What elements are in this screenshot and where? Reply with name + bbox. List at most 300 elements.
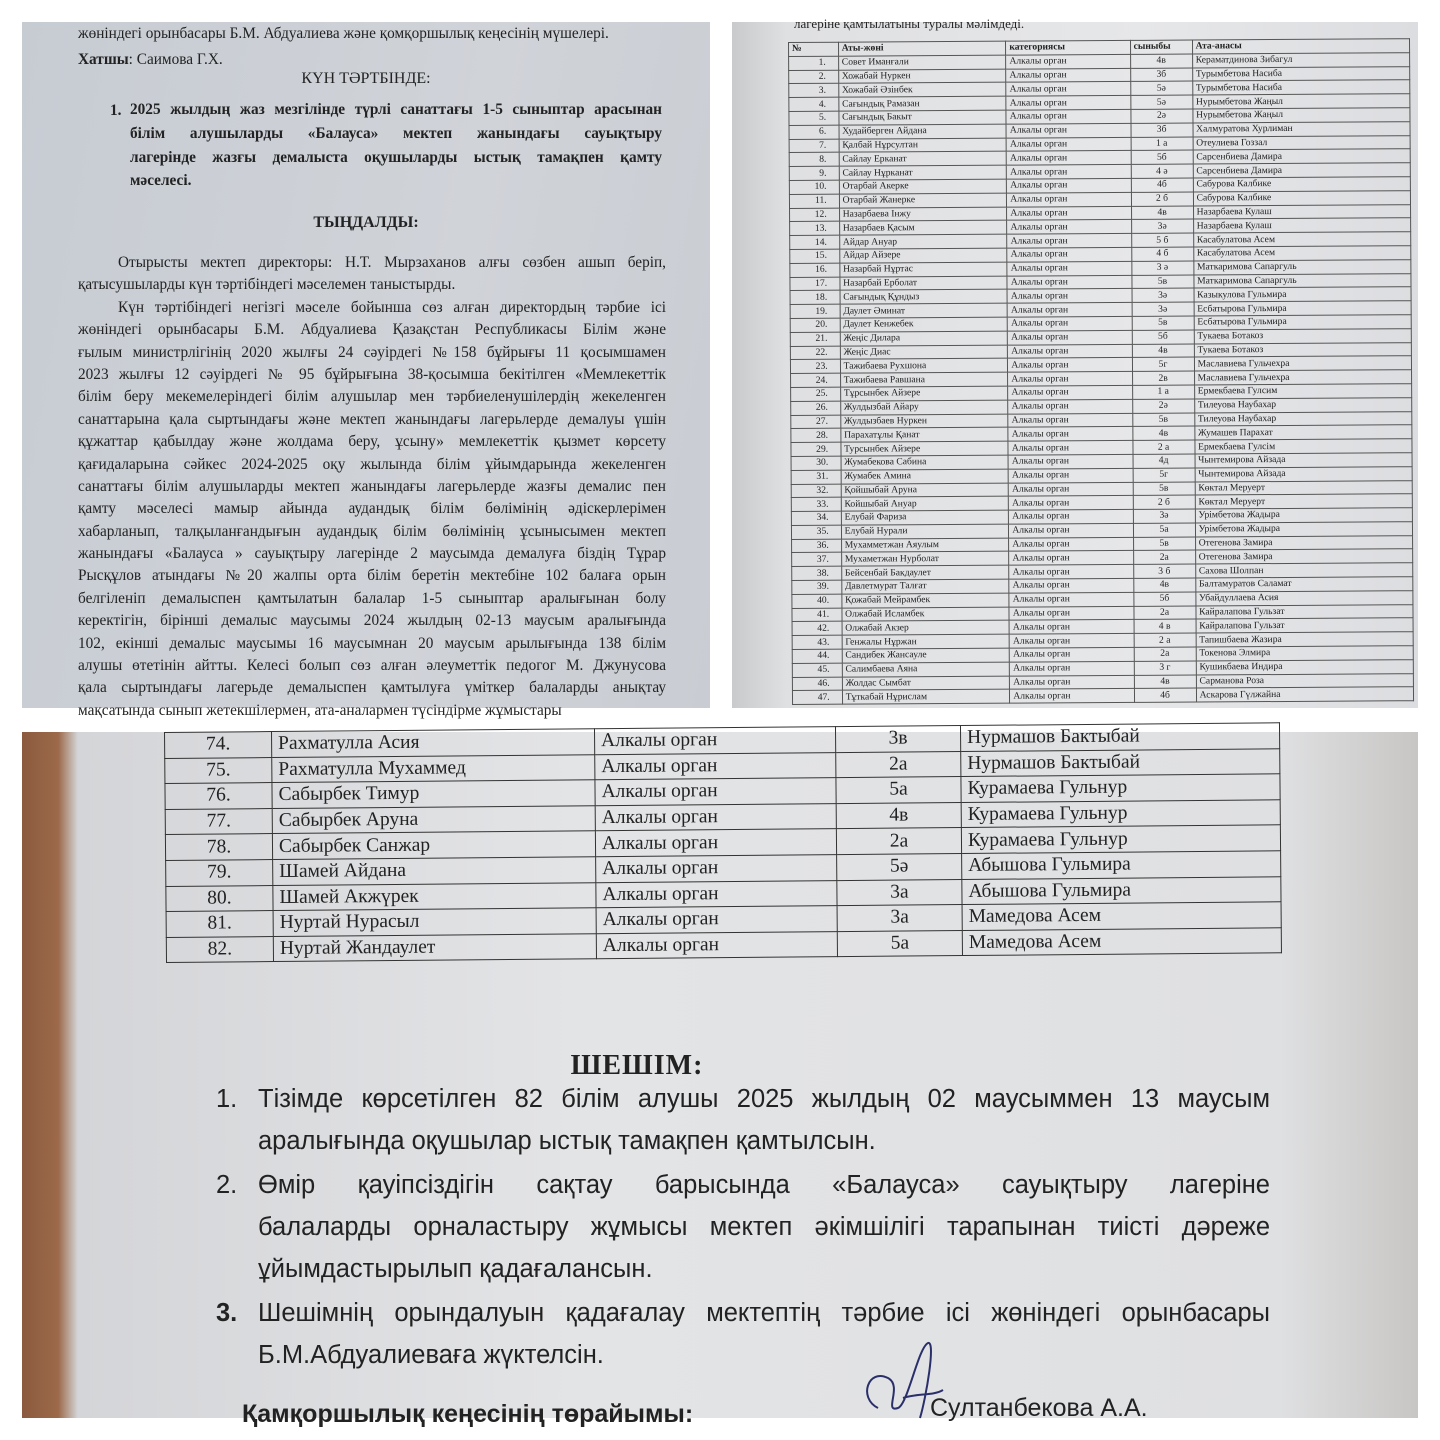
row-number: 26.	[791, 401, 841, 415]
class: 3в	[835, 726, 960, 753]
row-number: 35.	[791, 525, 841, 539]
student-name: Жумабек Амина	[841, 469, 1009, 484]
protocol-page-left	[22, 22, 710, 719]
class: 4в	[1130, 54, 1192, 68]
row-number: 18.	[790, 291, 840, 305]
parent-name: Маткаримова Сапаргуль	[1194, 273, 1411, 288]
body-line: 102, екінші демалыс маусымы 16 маусымнан 20 маусым арылығында 138 білім	[78, 634, 666, 652]
class: 1 а	[1131, 137, 1193, 151]
row-number: 76.	[165, 783, 272, 810]
row-number: 20.	[790, 318, 840, 332]
category: Алкалы орган	[594, 727, 835, 755]
parent-name: Маславиева Гульчехра	[1194, 370, 1411, 385]
student-name: Шамей Акжүрек	[273, 882, 596, 910]
category: Алкалы орган	[1009, 606, 1133, 621]
parent-name: Нурмашов Бактыбай	[960, 723, 1279, 751]
student-name: Хожабай Нуркен	[838, 69, 1006, 84]
class: 5г	[1132, 357, 1194, 371]
student-name: Парахатұлы Қанат	[841, 427, 1009, 442]
row-number: 24.	[791, 373, 841, 387]
category: Алкалы орган	[1007, 206, 1131, 221]
row-number: 10.	[789, 180, 839, 194]
class: 3а	[837, 905, 962, 932]
parent-name: Абышова Гульмира	[962, 851, 1281, 879]
row-number: 14.	[790, 235, 840, 249]
category: Алкалы орган	[596, 855, 837, 883]
class: 5в	[1133, 537, 1195, 551]
row-number: 12.	[790, 208, 840, 222]
student-name: Отарбай Жанерке	[839, 193, 1007, 208]
agenda-item	[130, 98, 662, 193]
category: Алкалы орган	[1009, 509, 1133, 524]
class: 5г	[1133, 468, 1195, 482]
row-number: 79.	[166, 860, 273, 887]
student-name: Салимбаева Аяна	[842, 662, 1010, 677]
student-name: Сабырбек Тимур	[272, 780, 595, 808]
category: Алкалы орган	[1006, 82, 1130, 97]
category: Алкалы орган	[1009, 537, 1133, 552]
decision-text	[258, 1078, 1270, 1162]
body-text	[78, 252, 666, 722]
class: 5а	[837, 930, 962, 957]
student-name: Нуртай Жандаулет	[273, 933, 596, 961]
student-table	[788, 38, 1414, 705]
parent-name: Отегенова Замира	[1195, 549, 1412, 564]
parent-name: Есбатырова Гульмира	[1194, 315, 1411, 330]
student-name: Бейсенбай Бакдаулет	[841, 565, 1009, 580]
parent-name: Нурымбетова Жаңыл	[1193, 108, 1410, 123]
class: 4в	[1132, 344, 1194, 358]
decision-line: Өмір қауіпсіздігін сақтау барысында «Балауса» сауықтыру лагеріне	[258, 1171, 1270, 1199]
row-number: 82.	[166, 936, 273, 963]
row-number: 41.	[792, 608, 842, 622]
column-header: категориясы	[1006, 40, 1130, 55]
class: 3 ә	[1131, 261, 1193, 275]
category: Алкалы орган	[1008, 330, 1132, 345]
student-name: Қожабай Мейрамбек	[842, 593, 1010, 608]
category: Алкалы орган	[1007, 192, 1131, 207]
class: 2 а	[1134, 633, 1196, 647]
body-line: алушы өтетінін айтты. Келесі болып сөз алған әлеуметтік педогог М. Джунусова	[78, 657, 666, 675]
agenda-line: 2025 жылдың жаз мезгілінде түрлі санаттағы 1-5 сыныптар арасынан	[130, 101, 662, 118]
category: Алкалы орган	[1006, 137, 1130, 152]
column-header: №	[789, 42, 839, 56]
column-header: сыныбы	[1130, 40, 1192, 54]
row-number: 33.	[791, 497, 841, 511]
student-name: Қойшыбай Аруна	[841, 483, 1009, 498]
class: 4б	[1131, 178, 1193, 192]
parent-name: Абышова Гульмира	[962, 876, 1281, 904]
row-number: 19.	[790, 304, 840, 318]
student-list-page	[732, 16, 1418, 708]
student-name: Койшыбай Ануар	[841, 496, 1009, 511]
row-number: 23.	[790, 360, 840, 374]
category: Алкалы орган	[1010, 675, 1134, 690]
category: Алкалы орган	[1009, 565, 1133, 580]
class: 5б	[1131, 150, 1193, 164]
student-name: Мухамметжан Аяулым	[841, 538, 1009, 553]
student-name: Олжабай Исламбек	[842, 607, 1010, 622]
row-number: 31.	[791, 470, 841, 484]
row-number: 21.	[790, 332, 840, 346]
student-name: Жулдызбаев Нуркен	[840, 414, 1008, 429]
category: Алкалы орган	[1010, 647, 1134, 662]
class: 4д	[1133, 454, 1195, 468]
body-line: мақсатында сынып жетекшілермен, ата-аналармен түсіндірме жұмыстары	[78, 701, 562, 719]
parent-name: Сарманова Роза	[1196, 673, 1413, 688]
class: 2а	[1133, 606, 1195, 620]
decision-page	[22, 725, 1418, 1428]
category: Алкалы орган	[1007, 261, 1131, 276]
category: Алкалы орган	[1009, 551, 1133, 566]
category: Алкалы орган	[1009, 620, 1133, 635]
row-number: 13.	[790, 222, 840, 236]
student-name: Жеңіс Диас	[840, 345, 1008, 360]
category: Алкалы орган	[1010, 689, 1134, 704]
decision-line: Шешімнің орындалуын қадағалау мектептің тәрбие ісі жөніндегі орынбасары	[258, 1299, 1270, 1327]
parent-name: Сахова Шолпан	[1195, 563, 1412, 578]
category: Алкалы орган	[1008, 441, 1132, 456]
row-number: 38.	[792, 566, 842, 580]
category: Алкалы орган	[1006, 123, 1130, 138]
class: 5 б	[1131, 233, 1193, 247]
agenda-heading: КҮН ТӘРТБІНДЕ:	[301, 70, 431, 87]
row-number: 1.	[789, 56, 839, 70]
student-name: Рахматулла Асия	[272, 729, 595, 757]
row-number: 81.	[166, 911, 273, 938]
class: 2в	[1132, 371, 1194, 385]
category: Алкалы орган	[1007, 151, 1131, 166]
parent-name: Тилеуова Наубахар	[1194, 397, 1411, 412]
class: 2 б	[1133, 495, 1195, 509]
category: Алкалы орган	[1009, 592, 1133, 607]
decision-line: ұйымдастырылып қадағалансын.	[258, 1255, 653, 1283]
decision-line: Тізімде көрсетілген 82 білім алушы 2025 жылдың 02 маусыммен 13 маусым	[258, 1085, 1270, 1113]
parent-name: Урімбетова Жадыра	[1195, 522, 1412, 537]
table-row	[792, 687, 1413, 705]
class: 2 б	[1131, 192, 1193, 206]
row-number: 25.	[791, 387, 841, 401]
body-line: ғылым министрлігінің 2020 жылғы 24 сәуірдегі №158 бұйрығы 11 қосымшамен	[78, 343, 666, 361]
student-name: Сабырбек Санжар	[272, 831, 595, 859]
parent-name: Кайралапова Гульзат	[1196, 618, 1413, 633]
parent-name: Мамедова Асем	[962, 902, 1281, 930]
row-number: 8.	[789, 153, 839, 167]
student-name: Тұткабай Нұрислам	[842, 690, 1010, 705]
body-line: қатысушыларды күн тәртібіндегі мәселемен таныстырды.	[78, 276, 456, 294]
body-line: керектігін, бірінші демалыс маусымы 2024 жылдың 02-13 маусым аралығында	[78, 612, 666, 630]
parent-name: Жумашев Парахат	[1194, 425, 1411, 440]
student-name: Тажибаева Равшана	[840, 372, 1008, 387]
student-name: Қалбай Нұрсултан	[839, 138, 1007, 153]
row-number: 36.	[792, 539, 842, 553]
class: 5б	[1133, 592, 1195, 606]
student-name: Генжалы Нұржан	[842, 634, 1010, 649]
body-line: жанындағы «Балауса » сауықтыру лагерінде 2 маусымда демалуға біздің Тұрар	[78, 545, 666, 563]
category: Алкалы орган	[1006, 54, 1130, 69]
category: Алкалы орган	[1009, 482, 1133, 497]
category: Алкалы орган	[1007, 220, 1131, 235]
row-number: 46.	[792, 677, 842, 691]
decision-heading: ШЕШІМ:	[570, 1050, 704, 1081]
row-number: 37.	[792, 553, 842, 567]
parent-name: Нурымбетова Жаңыл	[1192, 94, 1409, 109]
class: 4в	[836, 802, 961, 829]
student-name: Жолдас Сымбат	[842, 676, 1010, 691]
student-name: Тажибаева Рухшона	[840, 358, 1008, 373]
class: 4в	[1133, 578, 1195, 592]
body-line: Күн тәртібіндегі негізгі мәселе бойынша сөз алған директордың тәрбие ісі	[118, 298, 666, 316]
body-line: қағидаларына сәйкес 2024-2025 оқу жылында білім ұйымдарында жекеленген	[78, 455, 666, 473]
body-line: Отырысты мектеп директоры: Н.Т. Мырзаханов алғы сөзбен ашып беріп,	[118, 254, 666, 271]
row-number: 11.	[789, 194, 839, 208]
class: 5в	[1132, 413, 1194, 427]
student-name: Мухаметжан Нурболат	[841, 552, 1009, 567]
student-name: Даулет Кенжебек	[840, 317, 1008, 332]
parent-name: Турымбетова Насиба	[1192, 80, 1409, 95]
parent-name: Көктал Меруерт	[1195, 494, 1412, 509]
student-name: Елубай Фариза	[841, 510, 1009, 525]
row-number: 40.	[792, 594, 842, 608]
parent-name: Курамаева Гульнур	[961, 774, 1280, 802]
category: Алкалы орган	[1007, 165, 1131, 180]
parent-name: Көктал Меруерт	[1195, 480, 1412, 495]
student-name: Даулет Әминат	[840, 303, 1008, 318]
class: 4б	[1134, 688, 1196, 702]
category: Алкалы орган	[1009, 496, 1133, 511]
category: Алкалы орган	[1006, 68, 1130, 83]
category: Алкалы орган	[1008, 468, 1132, 483]
parent-name: Тукаева Ботакоз	[1194, 342, 1411, 357]
decision-number: 3.	[216, 1299, 238, 1327]
parent-name: Тилеуова Наубахар	[1194, 411, 1411, 426]
class: 5а	[1133, 523, 1195, 537]
student-name: Сандибек Жансауле	[842, 648, 1010, 663]
row-number: 74.	[165, 732, 272, 759]
agenda-number: 1.	[110, 102, 122, 119]
signatory-name: Султанбекова А.А.	[930, 1394, 1148, 1422]
category: Алкалы орган	[596, 906, 837, 934]
category: Алкалы орган	[1009, 634, 1133, 649]
class: 4в	[1134, 675, 1196, 689]
class: 4в	[1131, 206, 1193, 220]
student-name: Давлетмурат Талғат	[841, 579, 1009, 594]
class: 5а	[836, 777, 961, 804]
body-line: қала сыртындағы лагерьде демалыспен қамтылуға үміткер балаларды анықтау	[78, 679, 666, 697]
parent-name: Сабурова Калбике	[1193, 190, 1410, 205]
class: 5в	[1131, 275, 1193, 289]
class: 2а	[836, 751, 961, 778]
category: Алкалы орган	[1008, 316, 1132, 331]
row-number: 34.	[791, 511, 841, 525]
decision-line: аралығында оқушылар ыстық тамақпен қамтылсын.	[258, 1127, 876, 1155]
class: 4 в	[1134, 619, 1196, 633]
student-name: Сағындық Бакыт	[839, 110, 1007, 125]
body-line: құжаттар қабылдау және жолдама беру, ұсыну» мемлекеттік қызмет көрсету	[78, 433, 666, 451]
secretary-value: : Саимова Г.Х.	[128, 51, 223, 68]
parent-name: Балтамуратов Саламат	[1195, 577, 1412, 592]
row-number: 4.	[789, 97, 839, 111]
row-number: 75.	[165, 757, 272, 784]
column-header: Ата-анасы	[1192, 39, 1409, 54]
row-number: 80.	[166, 885, 273, 912]
row-number: 28.	[791, 428, 841, 442]
decision-number: 1.	[216, 1085, 238, 1113]
student-name: Совет Иманғали	[838, 55, 1006, 70]
student-name: Назарбай Нұртас	[840, 262, 1008, 277]
student-name: Назарбай Ерболат	[840, 276, 1008, 291]
category: Алкалы орган	[1008, 385, 1132, 400]
student-name: Хожабай Әзінбек	[838, 83, 1006, 98]
class: 3 г	[1134, 661, 1196, 675]
row-number: 39.	[792, 580, 842, 594]
class: 5ә	[837, 854, 962, 881]
top-line: жөніндегі орынбасары Б.М. Абдуалиева және қомқоршылық кеңесінің мүшелері.	[78, 25, 609, 42]
parent-name: Отеулиева Гоззал	[1193, 135, 1410, 150]
decision-line: Б.М.Абдуалиеваға жүктелсін.	[258, 1341, 604, 1369]
student-name: Елубай Нурали	[841, 524, 1009, 539]
category: Алкалы орган	[1010, 661, 1134, 676]
body-line: хабарланып, талқыланғандығын аудандық білім бөлімінің ұсынысымен мектеп	[78, 522, 666, 540]
category: Алкалы орган	[595, 829, 836, 857]
row-number: 29.	[791, 442, 841, 456]
decision-number: 2.	[216, 1171, 238, 1199]
category: Алкалы орган	[1008, 344, 1132, 359]
parent-name: Отегенова Замира	[1195, 535, 1412, 550]
chair-label: Қамқоршылық кеңесінің төрайымы:	[242, 1400, 694, 1428]
row-number: 3.	[789, 84, 839, 98]
row-number: 77.	[165, 808, 272, 835]
column-header: Аты-жөні	[838, 41, 1006, 56]
parent-name: Мамедова Асем	[962, 928, 1281, 956]
class: 2ә	[1130, 109, 1192, 123]
class: 5в	[1132, 316, 1194, 330]
parent-name: Убайдуллаева Асия	[1195, 591, 1412, 606]
class: 2а	[836, 828, 961, 855]
parent-name: Касабулатова Асем	[1193, 232, 1410, 247]
category: Алкалы орган	[1007, 247, 1131, 262]
class: 1 а	[1132, 385, 1194, 399]
body-line: жөніндегі орынбасары Б.М. Абдуалиева Қазақстан Республикасы Білім және	[78, 321, 666, 339]
category: Алкалы орган	[1009, 578, 1133, 593]
row-number: 22.	[790, 346, 840, 360]
parent-name: Сарсенбиева Дамира	[1193, 149, 1410, 164]
category: Алкалы орган	[595, 752, 836, 780]
row-number: 17.	[790, 277, 840, 291]
row-number: 5.	[789, 111, 839, 125]
category: Алкалы орган	[1008, 413, 1132, 428]
category: Алкалы орган	[1007, 275, 1131, 290]
agenda-line: лагерінде жазғы демалыста оқушыларды ыстық тамақпен қамту	[130, 148, 662, 166]
student-name: Жулдызбай Айару	[840, 400, 1008, 415]
parent-name: Чынтемирова Айзада	[1195, 453, 1412, 468]
parent-name: Касабулатова Асем	[1193, 246, 1410, 261]
row-number: 6.	[789, 125, 839, 139]
body-line: 2023 жылғы 12 сәуірдегі № 95 бұйрығына 38-қосымша бекітілген «Мемлекеттік	[78, 365, 666, 383]
parent-name: Сарсенбиева Дамира	[1193, 163, 1410, 178]
category: Алкалы орган	[1008, 399, 1132, 414]
list-title: лагеріне қамтылатыны туралы мәлімдеді.	[794, 16, 1025, 31]
parent-name: Ермекбаева Гулсим	[1194, 384, 1411, 399]
parent-name: Курамаева Гульнур	[961, 800, 1280, 828]
class: 5ә	[1130, 81, 1192, 95]
heard-heading: ТЫҢДАЛДЫ:	[313, 214, 419, 231]
parent-name: Аскарова Гүлжайна	[1196, 687, 1413, 702]
student-name: Айдар Айзере	[839, 248, 1007, 263]
class: 3 б	[1133, 564, 1195, 578]
class: 3ә	[1133, 509, 1195, 523]
decision-text	[258, 1292, 1270, 1376]
parent-name: Халмуратова Хурлиман	[1193, 121, 1410, 136]
parent-name: Ермекбаева Гулсім	[1195, 439, 1412, 454]
category: Алкалы орган	[1008, 427, 1132, 442]
body-line: санаттарына қала сыртындағы және мектеп жанындағы лагерьлерде демалуы үшін	[78, 410, 666, 428]
decision-line: балаларды орналастыру жұмысы мектеп әкімшілігі тарапынан тиісті дәреже	[258, 1213, 1270, 1241]
row-number: 44.	[792, 649, 842, 663]
category: Алкалы орган	[1007, 234, 1131, 249]
row-number: 45.	[792, 663, 842, 677]
class: 5ә	[1130, 95, 1192, 109]
student-name: Турсынбек Айзере	[841, 441, 1009, 456]
parent-name: Сабурова Калбике	[1193, 177, 1410, 192]
category: Алкалы орган	[596, 880, 837, 908]
category: Алкалы орган	[1007, 289, 1131, 304]
class: 5в	[1133, 482, 1195, 496]
body-line: санаттағы білім алушыларды мектеп жанындағы лагерьлерде жазғы демалис пен	[78, 477, 666, 495]
class: 3б	[1131, 123, 1193, 137]
class: 2а	[1134, 647, 1196, 661]
row-number: 9.	[789, 166, 839, 180]
parent-name: Назарбаева Кулаш	[1193, 204, 1410, 219]
parent-name: Маславиева Гульчехра	[1194, 356, 1411, 371]
class: 2а	[1133, 551, 1195, 565]
parent-name: Нурмашов Бактыбай	[961, 748, 1280, 776]
category: Алкалы орган	[1008, 358, 1132, 373]
class: 5б	[1132, 330, 1194, 344]
class: 3ә	[1132, 288, 1194, 302]
class: 3б	[1130, 68, 1192, 82]
category: Алкалы орган	[595, 778, 836, 806]
class: 4 ә	[1131, 164, 1193, 178]
parent-name: Урімбетова Жадыра	[1195, 508, 1412, 523]
agenda-line: мәселесі.	[130, 172, 192, 190]
class: 4 б	[1131, 247, 1193, 261]
student-name: Айдар Ануар	[839, 234, 1007, 249]
class: 3ә	[1132, 302, 1194, 316]
class: 4в	[1132, 426, 1194, 440]
student-name: Сағындық Құндыз	[840, 290, 1008, 305]
student-name: Шамей Айдана	[273, 857, 596, 885]
student-name: Отарбай Акерке	[839, 179, 1007, 194]
category: Алкалы орган	[1007, 178, 1131, 193]
row-number: 2.	[789, 70, 839, 84]
student-table-continued	[164, 722, 1282, 963]
parent-name: Чынтемирова Айзада	[1195, 466, 1412, 481]
category: Алкалы орган	[596, 931, 837, 959]
row-number: 43.	[792, 635, 842, 649]
parent-name: Тукаева Ботакоз	[1194, 328, 1411, 343]
student-name: Тұрсынбек Айзере	[840, 386, 1008, 401]
category: Алкалы орган	[1009, 523, 1133, 538]
category: Алкалы орган	[595, 803, 836, 831]
row-number: 27.	[791, 415, 841, 429]
parent-name: Тапишбаева Жазира	[1196, 632, 1413, 647]
row-number: 30.	[791, 456, 841, 470]
student-name: Жумабекова Сабина	[841, 455, 1009, 470]
student-name: Сағындық Рамазан	[839, 96, 1007, 111]
row-number: 16.	[790, 263, 840, 277]
row-number: 15.	[790, 249, 840, 263]
